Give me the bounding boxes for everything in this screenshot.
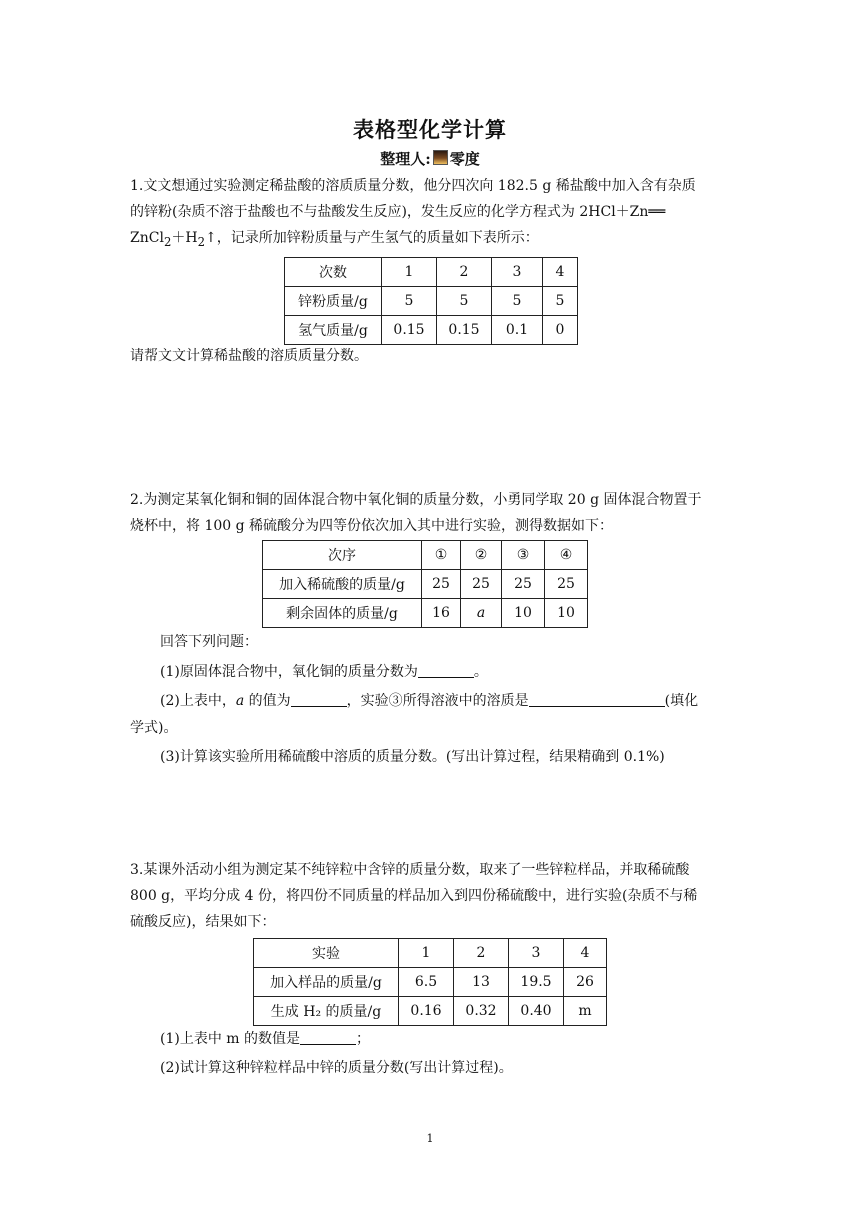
q3-sub1-end: ； <box>356 1031 371 1047</box>
table-cell: 25 <box>461 570 502 599</box>
table-cell: 19.5 <box>509 968 564 997</box>
answer-blank[interactable] <box>418 663 474 678</box>
q1-formula-part: ＋H <box>171 230 198 246</box>
q2-answer-intro: 回答下列问题： <box>160 634 258 650</box>
table-row <box>285 287 578 316</box>
q2-sub2-text: (填化 <box>664 693 699 709</box>
q1-formula-sub: 2 <box>197 234 205 249</box>
table-cell: 10 <box>502 599 545 628</box>
author-avatar-icon <box>433 150 448 165</box>
table-cell: 3 <box>509 939 564 968</box>
q2-sub2-text: (2)上表中， <box>160 693 236 709</box>
q1-line3 <box>130 225 730 255</box>
q2-sub1-text: (1)原固体混合物中，氧化铜的质量分数为 <box>160 664 418 680</box>
author-name: 零度 <box>449 150 480 168</box>
table-cell: 26 <box>564 968 607 997</box>
table-cell: 0 <box>543 316 578 345</box>
table-row <box>263 570 588 599</box>
q2-line2: 烧杯中，将 100 g 稀硫酸分为四等份依次加入其中进行实验，测得数据如下： <box>130 518 614 534</box>
table-cell: 6.5 <box>399 968 454 997</box>
table-row <box>285 316 578 345</box>
table-cell: 5 <box>437 287 492 316</box>
q2-sub2-cont: 学式)。 <box>130 720 178 736</box>
q3-line1: 3.某课外活动小组为测定某不纯锌粒中含锌的质量分数，取来了一些锌粒样品，并取稀硫酸 <box>130 862 690 878</box>
table-cell: 锌粉质量/g <box>285 287 382 316</box>
answer-blank[interactable] <box>529 692 665 707</box>
q1-table <box>284 257 578 345</box>
table-cell: 0.40 <box>509 997 564 1026</box>
table-cell: ① <box>422 541 461 570</box>
page-number: 1 <box>426 1132 434 1145</box>
table-cell: 4 <box>564 939 607 968</box>
table-cell: ② <box>461 541 502 570</box>
q1-formula-part: ZnCl <box>130 230 164 246</box>
table-cell: 10 <box>545 599 588 628</box>
table-cell: 4 <box>543 258 578 287</box>
q3-table <box>253 938 607 1026</box>
author-line <box>0 148 860 169</box>
table-cell: 25 <box>545 570 588 599</box>
table-cell: a <box>461 599 502 628</box>
table-row <box>254 968 607 997</box>
q3-sub2: (2)试计算这种锌粒样品中锌的质量分数(写出计算过程)。 <box>160 1060 513 1076</box>
q1-line1: 1.文文想通过实验测定稀盐酸的溶质质量分数，他分四次向 182.5 g 稀盐酸中加入含有杂质 <box>130 178 696 194</box>
table-cell: 0.16 <box>399 997 454 1026</box>
table-cell: 0.15 <box>437 316 492 345</box>
q3-sub1 <box>160 1026 730 1052</box>
q3-sub1-text: (1)上表中 m 的数值是 <box>160 1031 301 1047</box>
table-cell: 0.32 <box>454 997 509 1026</box>
table-cell: ④ <box>545 541 588 570</box>
table-row <box>254 997 607 1026</box>
table-row <box>263 541 588 570</box>
table-cell: 加入稀硫酸的质量/g <box>263 570 422 599</box>
table-cell: 2 <box>437 258 492 287</box>
table-cell: 实验 <box>254 939 399 968</box>
table-cell: 2 <box>454 939 509 968</box>
table-cell: 0.15 <box>382 316 437 345</box>
table-row <box>263 599 588 628</box>
q3-text <box>130 857 730 935</box>
q3-line3: 硫酸反应)，结果如下： <box>130 914 276 930</box>
table-cell: 16 <box>422 599 461 628</box>
q1-formula-sub: 2 <box>163 234 172 249</box>
answer-blank[interactable] <box>300 1030 356 1045</box>
table-cell: 氢气质量/g <box>285 316 382 345</box>
table-cell: 5 <box>382 287 437 316</box>
page-title: 表格型化学计算 <box>353 118 507 142</box>
table-cell: 5 <box>492 287 543 316</box>
q1-line3-rest: ↑，记录所加锌粉质量与产生氢气的质量如下表所示： <box>205 230 539 246</box>
author-prefix: 整理人: <box>380 150 431 168</box>
q1-text <box>130 173 730 255</box>
table-cell: 加入样品的质量/g <box>254 968 399 997</box>
table-cell: 1 <box>399 939 454 968</box>
q2-sub2-text: 的值为 <box>244 693 291 709</box>
q2-sub2-var: a <box>235 693 245 709</box>
table-cell: ③ <box>502 541 545 570</box>
answer-blank[interactable] <box>291 692 347 707</box>
table-cell: 次序 <box>263 541 422 570</box>
table-cell: m <box>564 997 607 1026</box>
q2-sub1-end: 。 <box>473 664 488 680</box>
q2-sub2 <box>160 688 730 714</box>
q2-sub2-text: ，实验③所得溶液中的溶质是 <box>346 693 529 709</box>
table-cell: 25 <box>422 570 461 599</box>
table-row <box>285 258 578 287</box>
table-cell: 5 <box>543 287 578 316</box>
q2-sub1 <box>160 659 730 685</box>
q1-line2: 的锌粉(杂质不溶于盐酸也不与盐酸发生反应)，发生反应的化学方程式为 2HCl＋Zn══ <box>130 204 666 220</box>
table-cell: 生成 H₂ 的质量/g <box>254 997 399 1026</box>
q1-ask: 请帮文文计算稀盐酸的溶质质量分数。 <box>130 348 368 364</box>
q3-line2: 800 g，平均分成 4 份，将四份不同质量的样品加入到四份稀硫酸中，进行实验(杂质不与稀 <box>130 888 698 904</box>
table-row <box>254 939 607 968</box>
q2-table <box>262 540 588 628</box>
q2-text <box>130 487 730 539</box>
table-cell: 剩余固体的质量/g <box>263 599 422 628</box>
q2-sub3: (3)计算该实验所用稀硫酸中溶质的质量分数。(写出计算过程，结果精确到 0.1%) <box>160 749 665 765</box>
table-cell: 0.1 <box>492 316 543 345</box>
table-cell: 3 <box>492 258 543 287</box>
table-cell: 25 <box>502 570 545 599</box>
table-cell: 次数 <box>285 258 382 287</box>
q2-line1: 2.为测定某氧化铜和铜的固体混合物中氧化铜的质量分数，小勇同学取 20 g 固体混合物置于 <box>130 492 702 508</box>
table-cell: 13 <box>454 968 509 997</box>
table-cell: 1 <box>382 258 437 287</box>
